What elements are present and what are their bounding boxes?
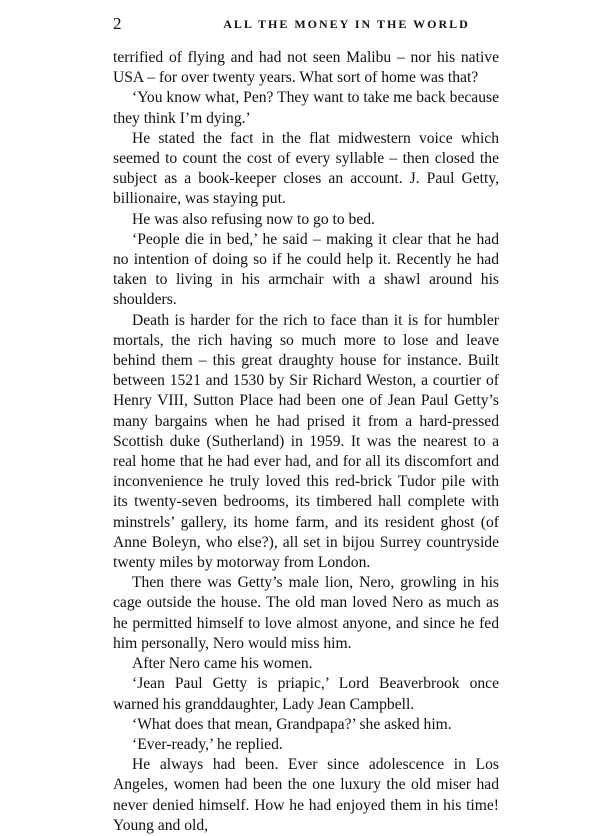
paragraph: ‘What does that mean, Grandpapa?’ she asked him. bbox=[132, 715, 452, 733]
paragraph: He stated the fact in the flat midwestern voice which seemed to count the cost of every syllable – then closed the subject as a book-keeper closes an account. J. Paul Getty, billionaire, was staying put. bbox=[113, 129, 499, 208]
running-title: ALL THE MONEY IN THE WORLD bbox=[223, 17, 470, 31]
paragraph: Death is harder for the rich to face than it is for humbler mortals, the rich having so much more to lose and leave behind them – this great draughty house for instance. Built between 1521 and 1530 by Sir Richard Weston, a courtier of Henry VIII, Sutton Place had been one of Jean Paul Getty’s many bargains when he had prised it from a hard-pressed Scottish duke (Sutherland) in 1959. It was the nearest to a real home that he had ever had, and for all its discomfort and inconvenience he truly loved this red-brick Tudor pile with its twenty-seven bedrooms, its timbered hall complete with minstrels’ gallery, its home farm, and its resident ghost (of Anne Boleyn, who else?), all set in bijou Surrey countryside twenty miles by motorway from London. bbox=[113, 311, 499, 572]
paragraph: He always had been. Ever since adolescence in Los Angeles, women had been the one luxury the old miser had never denied himself. How he had enjoyed them in his time! Young and old, bbox=[113, 756, 499, 834]
paragraph: terrified of flying and had not seen Malibu – nor his native USA – for over twenty years. What sort of home was that? bbox=[113, 49, 499, 87]
paragraph: ‘You know what, Pen? They want to take me back because they think I’m dying.’ bbox=[113, 89, 499, 127]
paragraph: After Nero came his women. bbox=[132, 655, 313, 673]
page-header bbox=[113, 12, 510, 38]
paragraph: ‘Jean Paul Getty is priapic,’ Lord Beaverbrook once warned his granddaughter, Lady Jean Campbell. bbox=[113, 675, 499, 713]
paragraph: He was also refusing now to go to bed. bbox=[132, 210, 375, 228]
body-text bbox=[113, 48, 499, 836]
page-number: 2 bbox=[113, 14, 122, 33]
paragraph: ‘People die in bed,’ he said – making it clear that he had no intention of doing so if he could help it. Recently he had taken to living in his armchair with a shawl around his shoulders. bbox=[113, 230, 499, 309]
paragraph: ‘Ever-ready,’ he replied. bbox=[132, 735, 283, 753]
paragraph: Then there was Getty’s male lion, Nero, growling in his cage outside the house. The old man loved Nero as much as he permitted himself to love almost anyone, and since he fed him personally, Nero would miss him. bbox=[113, 574, 499, 652]
